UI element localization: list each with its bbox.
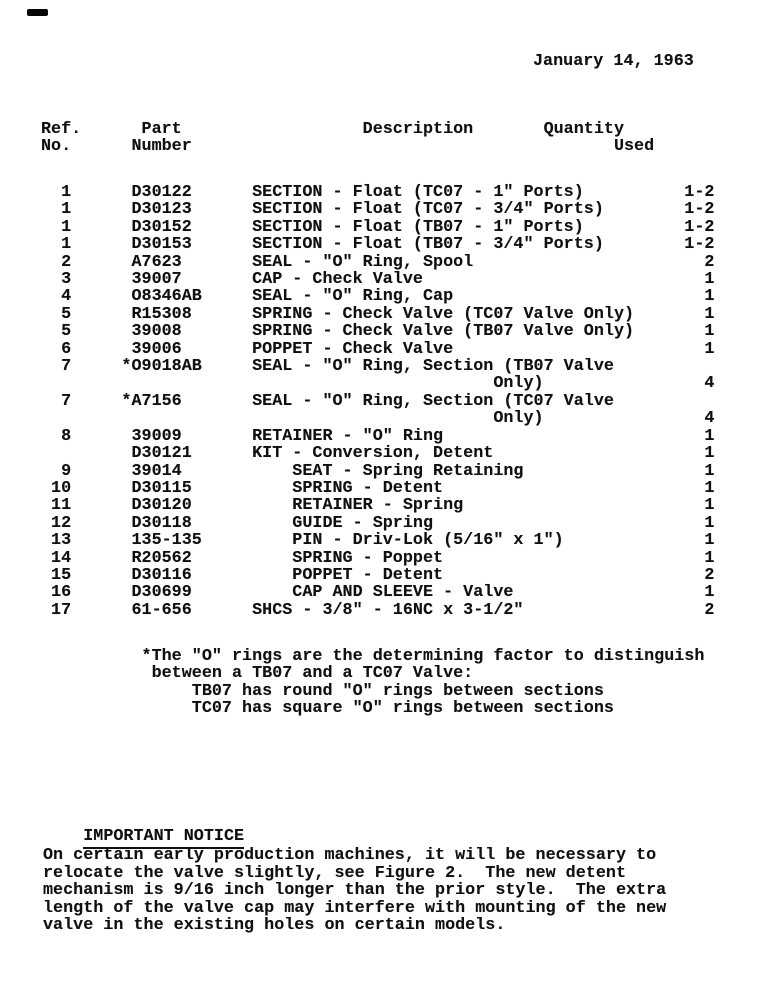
table-column-headers xyxy=(41,121,654,156)
footnote-line: TB07 has round "O" rings between sections xyxy=(41,681,604,701)
o-ring-footnote xyxy=(41,648,704,718)
table-row: 5 39008 SPRING - Check Valve (TB07 Valve Only) 1 xyxy=(41,322,715,342)
table-row: 17 61-656 SHCS - 3/8" - 16NC x 3-1/2" 2 xyxy=(41,600,715,620)
table-row: Only) 4 xyxy=(41,409,715,429)
parts-table xyxy=(41,184,714,619)
table-row: 9 39014 SEAT - Spring Retaining 1 xyxy=(41,461,715,481)
footnote-line: between a TB07 and a TC07 Valve: xyxy=(41,664,474,684)
table-row: 16 D30699 CAP AND SLEEVE - Valve 1 xyxy=(41,583,715,603)
notice-line: mechanism is 9/16 inch longer than the prior style. The extra xyxy=(43,881,667,901)
table-row: 15 D30116 POPPET - Detent 2 xyxy=(41,565,715,585)
important-notice-heading-text: IMPORTANT NOTICE xyxy=(83,828,244,848)
table-row: 2 A7623 SEAL - "O" Ring, Spool 2 xyxy=(41,252,715,272)
table-row: 13 135-135 PIN - Driv-Lok (5/16" x 1") 1 xyxy=(41,531,715,551)
table-row: 4 O8346AB SEAL - "O" Ring, Cap 1 xyxy=(41,287,715,307)
table-row: 1 D30153 SECTION - Float (TB07 - 3/4" Ports) 1-2 xyxy=(41,235,715,255)
table-row: 10 D30115 SPRING - Detent 1 xyxy=(41,478,715,498)
footnote-line: *The "O" rings are the determining factor to distinguish xyxy=(41,647,705,666)
table-row: 6 39006 POPPET - Check Valve 1 xyxy=(41,339,715,359)
header-line: No. Number Used xyxy=(41,137,655,157)
table-row: 11 D30120 RETAINER - Spring 1 xyxy=(41,496,715,516)
table-row: Only) 4 xyxy=(41,374,715,394)
notice-line: On certain early production machines, it will be necessary to xyxy=(43,846,657,865)
table-row: 7 *O9018AB SEAL - "O" Ring, Section (TB07 Valve xyxy=(41,357,614,377)
notice-line: length of the valve cap may interfere with mounting of the new xyxy=(43,898,667,918)
important-notice-paragraph xyxy=(43,847,666,935)
scan-artifact-mark xyxy=(27,9,48,16)
document-date: January 14, 1963 xyxy=(533,52,694,71)
footnote-line: TC07 has square "O" rings between sections xyxy=(41,699,614,719)
table-row: 14 R20562 SPRING - Poppet 1 xyxy=(41,548,715,568)
table-row: 1 D30123 SECTION - Float (TC07 - 3/4" Ports) 1-2 xyxy=(41,200,715,220)
header-line: Ref. Part Description Quantity xyxy=(41,120,624,139)
table-row: D30121 KIT - Conversion, Detent 1 xyxy=(41,444,715,464)
table-row: 12 D30118 GUIDE - Spring 1 xyxy=(41,513,715,533)
table-row: 5 R15308 SPRING - Check Valve (TC07 Valve Only) 1 xyxy=(41,304,715,324)
notice-line: valve in the existing holes on certain models. xyxy=(43,916,506,936)
table-row: 1 D30152 SECTION - Float (TB07 - 1" Ports) 1-2 xyxy=(41,217,715,237)
table-row: 1 D30122 SECTION - Float (TC07 - 1" Ports) 1-2 xyxy=(41,183,715,202)
table-row: 8 39009 RETAINER - "O" Ring 1 xyxy=(41,426,715,446)
table-row: 7 *A7156 SEAL - "O" Ring, Section (TC07 Valve xyxy=(41,391,614,411)
notice-line: relocate the valve slightly, see Figure 2. The new detent xyxy=(43,863,626,883)
table-row: 3 39007 CAP - Check Valve 1 xyxy=(41,270,715,290)
